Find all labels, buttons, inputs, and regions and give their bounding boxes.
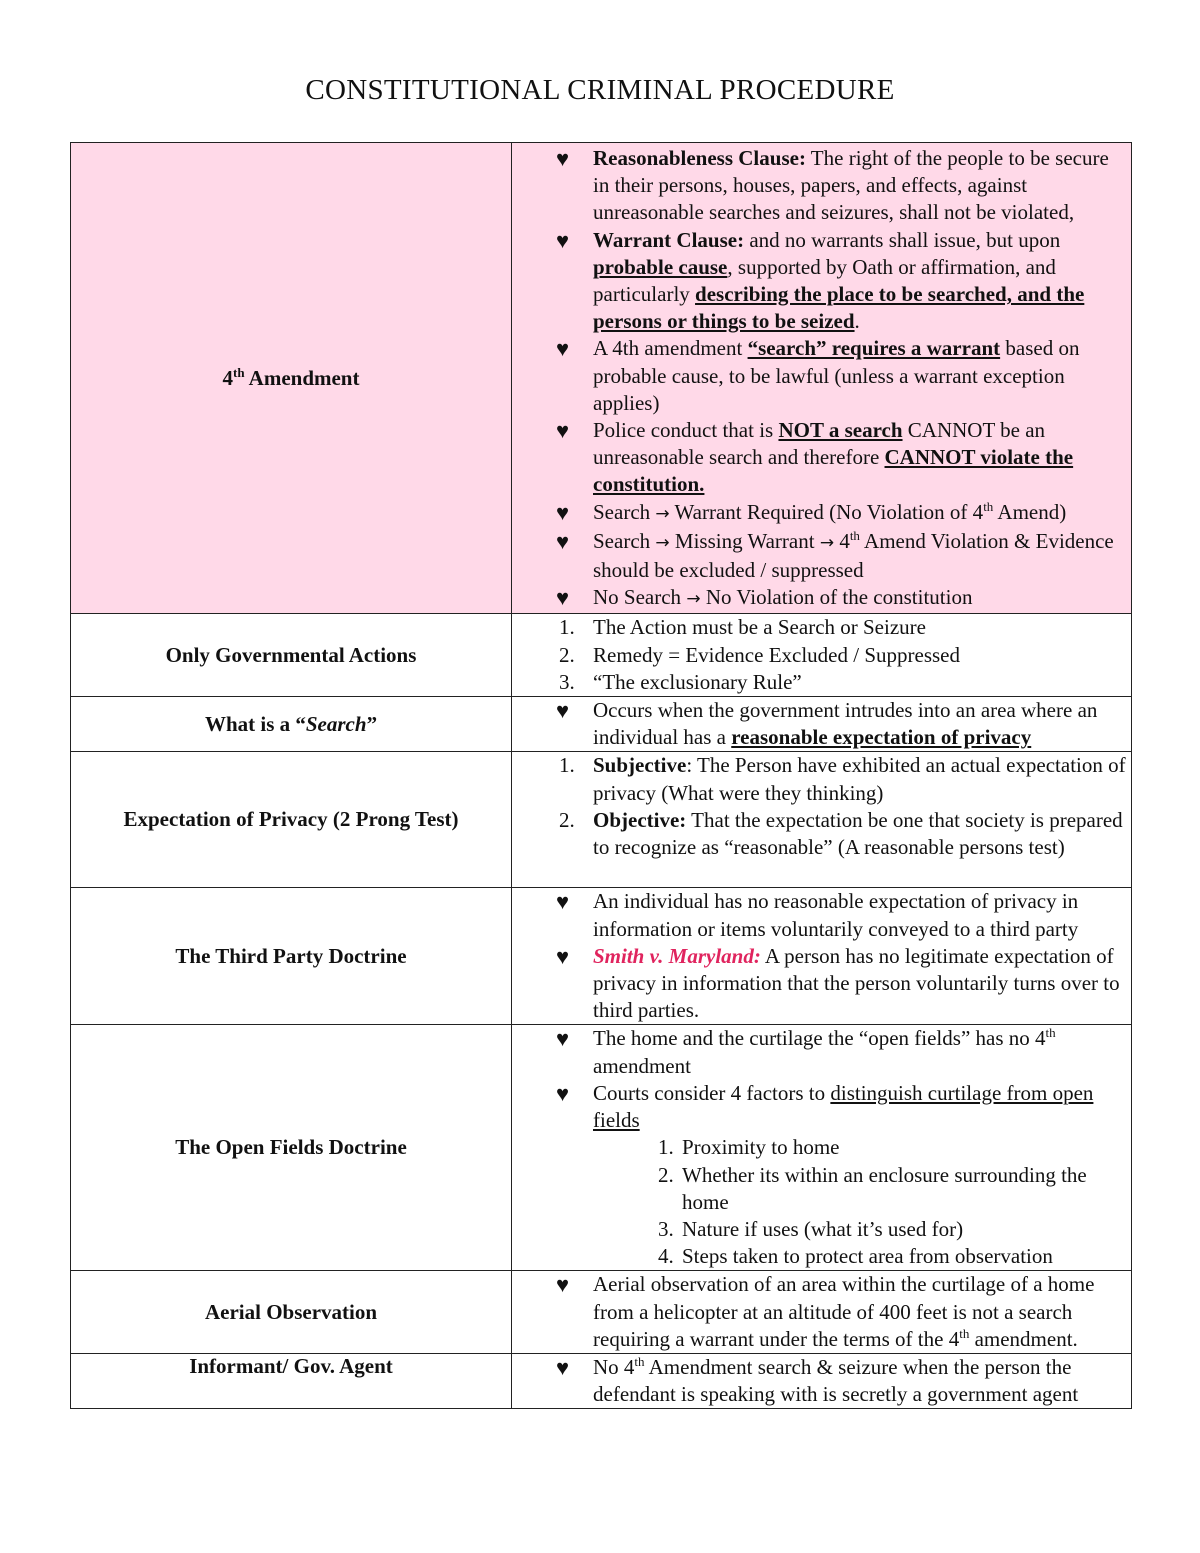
list-item <box>512 1025 1129 1079</box>
notes-aerial-observation <box>512 1271 1132 1354</box>
list-item <box>512 697 1129 751</box>
emphasis-text: distinguish curtilage from open fields <box>593 1080 1094 1133</box>
list-item <box>512 528 1129 584</box>
notes-third-party-doctrine <box>512 888 1132 1025</box>
topic-aerial-observation: Aerial Observation <box>71 1271 512 1354</box>
heart-bullet-icon: ♥ <box>556 889 570 915</box>
clause-label: Reasonableness Clause: <box>593 146 806 170</box>
note-text: Occurs when the government intrudes into an area where an individual has a <box>593 698 1098 750</box>
list-item <box>512 752 1129 806</box>
topic-informant: Informant/ Gov. Agent <box>71 1353 512 1408</box>
emphasis-text: probable cause <box>593 254 728 279</box>
emphasis-text: reasonable expectation of privacy <box>731 725 1032 750</box>
topic-search <box>71 697 512 752</box>
list-item <box>512 1354 1129 1408</box>
note-text: Amend Violation & Evidence should be excluded / suppressed <box>593 528 1114 583</box>
note-text: That the expectation be one that society is prepared to recognize as “reasonable” (A reasonable persons test) <box>593 807 1123 860</box>
factor-item <box>512 1162 1129 1216</box>
right-arrow-icon: → <box>686 589 701 610</box>
factor-text: Proximity to home <box>682 1135 840 1160</box>
right-arrow-icon: → <box>655 532 670 553</box>
note-text: No 4 <box>593 1354 635 1379</box>
list-number: 3. <box>559 669 575 694</box>
table-row-search <box>71 697 1132 752</box>
right-arrow-icon: → <box>655 503 670 524</box>
topic-text: Search <box>305 711 367 736</box>
note-text: amendment. <box>969 1326 1078 1351</box>
list-item <box>512 145 1129 227</box>
note-text: The Action must be a Search or Seizure <box>593 615 926 640</box>
note-text: A person has no legitimate expectation of privacy in information that the person voluntarily turns over to third parties. <box>593 943 1120 1023</box>
note-text: Missing Warrant <box>669 528 820 553</box>
note-text: 4 <box>834 528 850 553</box>
outline-table <box>70 142 1132 1409</box>
superscript: th <box>1045 1025 1056 1041</box>
topic-open-fields-doctrine: The Open Fields Doctrine <box>71 1025 512 1271</box>
note-text: No Search <box>593 585 687 610</box>
emphasis-text: CANNOT violate the constitution. <box>593 445 1074 497</box>
superscript: th <box>849 527 860 543</box>
superscript: th <box>634 1353 645 1369</box>
list-item <box>512 1271 1129 1353</box>
note-text: : The Person have exhibited an actual expectation of privacy (What were they thinking) <box>593 753 1126 805</box>
list-number: 1. <box>559 753 575 778</box>
topic-text: 4 <box>222 365 233 390</box>
list-item <box>512 584 1129 613</box>
superscript: th <box>959 1325 970 1341</box>
list-number: 4. <box>658 1244 674 1269</box>
clause-text: . <box>854 309 860 334</box>
emphasis-text: NOT a search <box>778 418 903 443</box>
notes-expectation-of-privacy <box>512 752 1132 888</box>
note-text: amendment <box>593 1053 691 1078</box>
list-item <box>512 943 1129 1025</box>
notes-4th-amendment <box>512 143 1132 614</box>
clause-label: Warrant Clause: <box>593 227 745 252</box>
notes-informant <box>512 1353 1132 1408</box>
factor-text: Nature if uses (what it’s used for) <box>682 1216 964 1241</box>
heart-bullet-icon: ♥ <box>556 499 570 525</box>
list-item <box>512 417 1129 499</box>
note-text: Amend) <box>993 499 1067 524</box>
note-text: Aerial observation of an area within the curtilage of a home from a helicopter at an altitude of 400 feet is not a search requiring a warrant under the terms of the 4 <box>593 1272 1095 1351</box>
topic-expectation-of-privacy: Expectation of Privacy (2 Prong Test) <box>71 752 512 888</box>
topic-4th-amendment <box>71 143 512 614</box>
note-text: CANNOT be an unreasonable search and therefore <box>593 418 1046 470</box>
superscript: th <box>983 498 994 514</box>
heart-bullet-icon: ♥ <box>556 1272 570 1298</box>
list-number: 3. <box>658 1216 674 1241</box>
heart-bullet-icon: ♥ <box>556 227 570 253</box>
factor-item <box>512 1134 1129 1161</box>
table-row-informant <box>71 1353 1132 1408</box>
emphasis-text: describing the place to be searched, and the persons or things to be seized <box>593 282 1085 334</box>
table-row-open-fields-doctrine <box>71 1025 1132 1271</box>
list-item <box>512 807 1129 861</box>
table-row-third-party-doctrine <box>71 888 1132 1025</box>
table-row-governmental-actions <box>71 614 1132 697</box>
heart-bullet-icon: ♥ <box>556 1354 570 1380</box>
notes-governmental-actions <box>512 614 1132 697</box>
factor-text: Whether its within an enclosure surrounding the home <box>682 1162 1087 1214</box>
list-item <box>512 227 1129 336</box>
note-text: Amendment search & seizure when the person the defendant is speaking with is secretly a government agent <box>593 1354 1079 1407</box>
notes-search <box>512 697 1132 752</box>
factor-item <box>512 1216 1129 1243</box>
emphasis-text: “search” requires a warrant <box>747 336 1001 361</box>
prong-label: Objective: <box>593 807 687 832</box>
list-item <box>512 614 1129 641</box>
list-number: 1. <box>559 615 575 640</box>
heart-bullet-icon: ♥ <box>556 418 570 444</box>
list-number: 1. <box>658 1135 674 1160</box>
document-title: CONSTITUTIONAL CRIMINAL PROCEDURE <box>305 74 895 106</box>
topic-text: What is a “ <box>204 711 306 736</box>
clause-text: and no warrants shall issue, but upon <box>744 227 1061 252</box>
note-text: A 4th amendment <box>593 336 748 361</box>
heart-bullet-icon: ♥ <box>556 698 570 724</box>
note-text: Courts consider 4 factors to <box>593 1080 831 1105</box>
list-number: 2. <box>559 642 575 667</box>
topic-text: ” <box>366 711 378 736</box>
list-item <box>512 888 1129 942</box>
note-text: Search <box>593 499 656 524</box>
table-row-aerial-observation <box>71 1271 1132 1354</box>
list-item <box>512 1080 1129 1134</box>
note-text: based on probable cause, to be lawful (unless a warrant exception applies) <box>593 336 1080 415</box>
table-row-expectation-of-privacy <box>71 752 1132 888</box>
note-text: Search <box>593 528 656 553</box>
note-text: Warrant Required (No Violation of 4 <box>669 499 984 524</box>
note-text: Remedy = Evidence Excluded / Suppressed <box>593 642 960 667</box>
list-item <box>512 335 1129 417</box>
heart-bullet-icon: ♥ <box>556 1026 570 1052</box>
note-text: No Violation of the constitution <box>700 585 973 610</box>
note-text: “The exclusionary Rule” <box>593 669 802 694</box>
list-item <box>512 499 1129 528</box>
list-item <box>512 642 1129 669</box>
heart-bullet-icon: ♥ <box>556 336 570 362</box>
list-number: 2. <box>559 807 575 832</box>
topic-governmental-actions: Only Governmental Actions <box>71 614 512 697</box>
clause-text: The right of the people to be secure in their persons, houses, papers, and effects, against unreasonable searches and seizures, shall not be violated, <box>593 146 1109 225</box>
notes-open-fields-doctrine <box>512 1025 1132 1271</box>
right-arrow-icon: → <box>819 532 835 553</box>
heart-bullet-icon: ♥ <box>556 943 570 969</box>
list-number: 2. <box>658 1162 674 1187</box>
list-item <box>512 669 1129 696</box>
prong-label: Subjective <box>593 753 687 778</box>
note-text: The home and the curtilage the “open fields” has no 4 <box>593 1026 1046 1051</box>
heart-bullet-icon: ♥ <box>556 146 570 171</box>
note-text: Police conduct that is <box>593 418 779 443</box>
factor-item <box>512 1243 1129 1270</box>
superscript: th <box>233 364 245 380</box>
heart-bullet-icon: ♥ <box>556 528 570 554</box>
heart-bullet-icon: ♥ <box>556 585 570 611</box>
case-name: Smith v. Maryland: <box>593 943 761 968</box>
topic-third-party-doctrine: The Third Party Doctrine <box>71 888 512 1025</box>
factor-text: Steps taken to protect area from observation <box>682 1244 1053 1269</box>
topic-text: Amendment <box>244 365 360 390</box>
note-text: An individual has no reasonable expectation of privacy in information or items voluntarily conveyed to a third party <box>593 889 1079 941</box>
clause-text: , supported by Oath or affirmation, and particularly <box>593 254 1056 307</box>
table-row-4th-amendment <box>71 143 1132 614</box>
heart-bullet-icon: ♥ <box>556 1080 570 1106</box>
